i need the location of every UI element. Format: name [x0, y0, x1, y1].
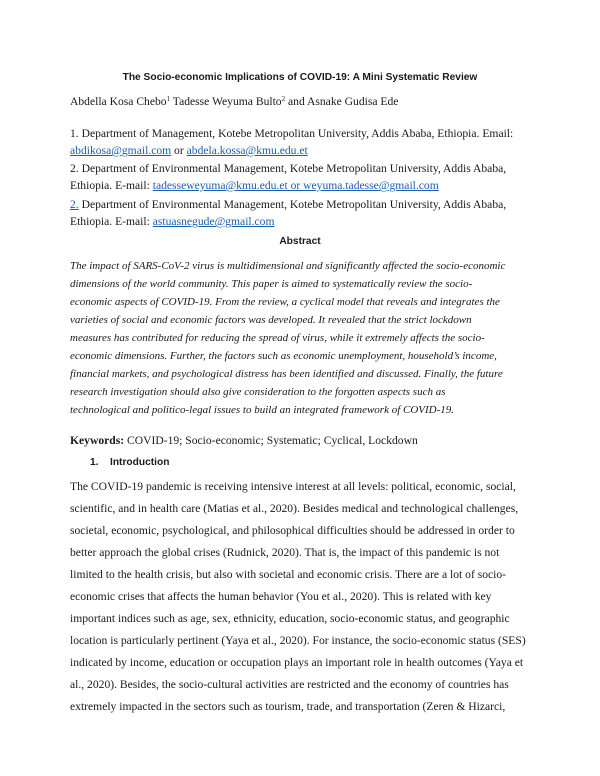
affiliation-number-link[interactable]: 2.	[70, 198, 79, 211]
author-2-sup: 2	[281, 95, 286, 103]
email-separator: or	[171, 144, 187, 157]
keywords-label: Keywords:	[70, 434, 125, 447]
email-link[interactable]: abdela.kossa@kmu.edu.et	[186, 144, 308, 157]
affiliation-1	[70, 125, 532, 159]
paper-title: The Socio-economic Implications of COVID-19: A Mini Systematic Review	[122, 72, 478, 83]
author-2: Tadesse Weyuma Bulto	[170, 95, 282, 108]
affiliation-3	[70, 196, 532, 230]
body-line: limited to the health crisis, but also with societal and economic crisis. There are a lot of socio-	[70, 568, 507, 581]
email-prefix: Ethiopia. E-mail:	[70, 179, 153, 192]
affiliation-3-text: Department of Environmental Management, Kotebe Metropolitan University, Addis Ababa,	[78, 198, 507, 211]
section-heading	[90, 457, 169, 468]
abstract-line: technological and politico-legal issues to build an integrated framework of COVID-19.	[70, 404, 455, 416]
email-prefix: Ethiopia. E-mail:	[70, 215, 153, 228]
body-line: extremely impacted in the sectors such as tourism, trade, and transportation (Zeren & Hizarci,	[70, 700, 506, 713]
body-line: indicated by income, education or occupation plays an important role in health outcomes (Yaya et	[70, 656, 524, 669]
body-line: location is particularly pertinent (Yaya et al., 2020). For instance, the socio-economic status (SES)	[70, 634, 526, 647]
abstract-line: measures has contributed for reducing the spread of virus, while it extremely affects the socio-	[70, 332, 485, 344]
body-line: important indices such as age, sex, ethnicity, education, socio-economic status, and geographic	[70, 612, 510, 625]
author-1: Abdella Kosa Chebo	[70, 95, 167, 108]
affiliation-2	[70, 160, 532, 194]
body-line: better approach the global crises (Rudnick, 2020). That is, the impact of this pandemic is not	[70, 546, 500, 559]
body-line: al., 2020). Besides, the socio-cultural activities are restricted and the economy of countries has	[70, 678, 509, 691]
abstract-line: varieties of social and economic factors was developed. It revealed that the strict lockdown	[70, 314, 472, 326]
affiliation-2-text: 2. Department of Environmental Management, Kotebe Metropolitan University, Addis Ababa,	[70, 162, 507, 175]
keywords	[70, 434, 418, 447]
abstract-line: economic aspects of COVID-19. From the review, a cyclical model that reveals and integrates the	[70, 296, 500, 308]
section-number: 1.	[90, 457, 99, 468]
abstract-line: economic dimensions. Further, the factors such as economic unemployment, household’s income,	[70, 350, 497, 362]
abstract-line: financial markets, and psychological distress has been identified and discussed. Finally, the future	[70, 368, 503, 380]
affiliation-1-text: 1. Department of Management, Kotebe Metropolitan University, Addis Ababa, Ethiopia. Email:	[70, 127, 514, 140]
author-list	[70, 95, 398, 108]
abstract-line: dimensions of the world community. This paper is aimed to systematically review the socio-	[70, 278, 473, 290]
email-link[interactable]: tadesseweyuma@kmu.edu.et or	[152, 179, 304, 192]
email-link[interactable]: weyuma.tadesse@gmail.com	[303, 179, 439, 192]
email-link[interactable]: abdikosa@gmail.com	[70, 144, 172, 157]
body-line: scientific, and in health care (Matias et al., 2020). Besides medical and technological challenges,	[70, 502, 519, 515]
email-link[interactable]: astuasnegude@gmail.com	[152, 215, 275, 228]
body-line: The COVID-19 pandemic is receiving intensive interest at all levels: political, economic, social,	[70, 480, 516, 493]
body-line: societal, economic, psychological, and philosophical difficulties should be addressed in order to	[70, 524, 515, 537]
abstract-line: research investigation should also give consideration to the forgotten aspects such as	[70, 386, 446, 398]
keywords-text: COVID-19; Socio-economic; Systematic; Cyclical, Lockdown	[124, 434, 418, 447]
abstract-line: The impact of SARS-CoV-2 virus is multidimensional and significantly affected the socio-economic	[70, 260, 506, 272]
author-3: and Asnake Gudisa Ede	[285, 95, 399, 108]
author-1-sup: 1	[166, 95, 171, 103]
body-line: economic crises that affects the human behavior (You et al., 2020). This is related with key	[70, 590, 492, 603]
section-title: Introduction	[110, 457, 170, 468]
abstract-heading: Abstract	[279, 236, 321, 247]
